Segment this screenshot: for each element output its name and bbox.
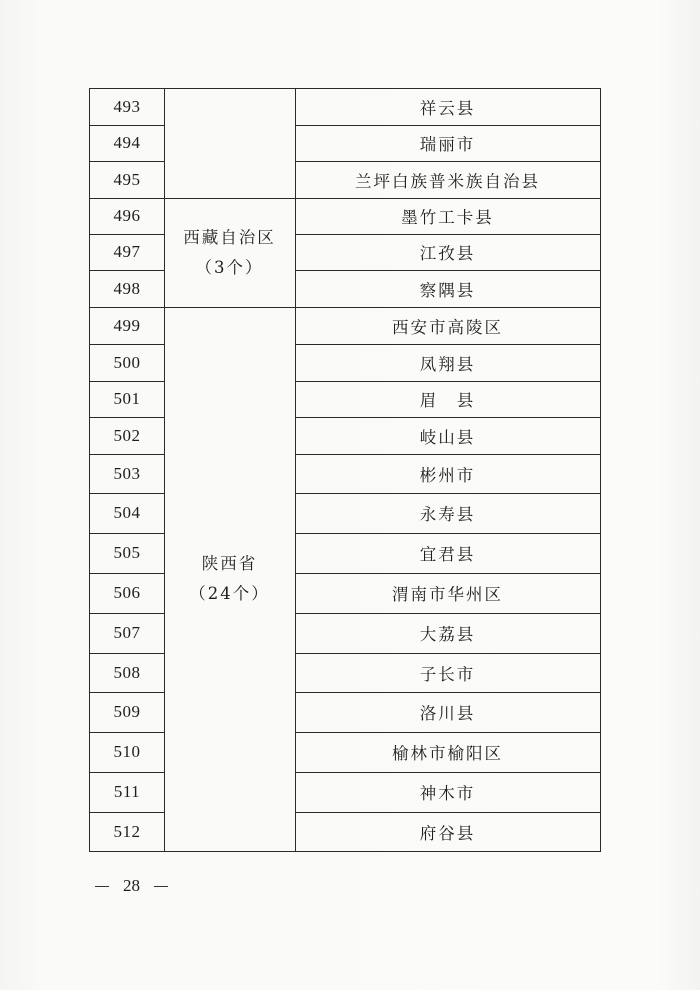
page-number: 28 — [123, 876, 140, 895]
row-divider — [90, 692, 164, 693]
row-divider — [295, 161, 600, 162]
row-divider — [90, 307, 600, 308]
row-number: 493 — [113, 97, 141, 116]
county-table — [89, 88, 601, 852]
row-number: 500 — [113, 352, 141, 372]
row-divider — [295, 812, 600, 813]
province-count: （3个） — [195, 257, 264, 277]
county-name: 榆林市榆阳区 — [392, 744, 503, 763]
row-number: 505 — [113, 543, 141, 562]
row-divider — [295, 270, 600, 271]
county-name: 渭南市华州区 — [392, 585, 503, 604]
row-divider — [90, 533, 164, 534]
footer-dash — [154, 886, 168, 887]
row-divider — [295, 772, 600, 773]
row-divider — [295, 493, 600, 494]
row-divider — [90, 125, 164, 126]
county-name: 子长市 — [419, 664, 476, 684]
row-divider — [295, 573, 600, 574]
row-divider — [90, 454, 164, 455]
row-divider — [90, 234, 164, 235]
row-number: 502 — [113, 425, 141, 445]
county-name: 岐山县 — [419, 427, 476, 447]
row-divider — [295, 613, 600, 614]
row-divider — [90, 573, 164, 574]
county-name: 神木市 — [419, 784, 476, 803]
county-name: 凤翔县 — [419, 354, 476, 374]
row-divider — [90, 198, 600, 199]
row-divider — [295, 234, 600, 235]
row-divider — [90, 732, 164, 733]
row-number: 509 — [113, 702, 141, 721]
row-number: 498 — [113, 278, 141, 298]
province-name: 陕西省 — [201, 554, 258, 573]
county-name: 墨竹工卡县 — [401, 208, 494, 227]
row-number: 507 — [113, 623, 141, 642]
row-number: 497 — [113, 242, 141, 261]
county-name: 眉 县 — [419, 391, 476, 410]
row-divider — [90, 772, 164, 773]
page-footer — [95, 876, 168, 896]
row-divider — [295, 732, 600, 733]
county-name: 祥云县 — [419, 99, 476, 118]
county-name: 察隅县 — [419, 280, 476, 300]
county-name: 大荔县 — [419, 625, 476, 644]
row-divider — [295, 692, 600, 693]
row-number: 511 — [113, 782, 141, 801]
footer-dash — [95, 886, 109, 887]
row-divider — [90, 381, 164, 382]
county-name: 瑞丽市 — [419, 135, 476, 154]
row-divider — [295, 125, 600, 126]
county-name: 西安市高陵区 — [392, 317, 503, 337]
county-name: 永寿县 — [419, 505, 476, 524]
row-divider — [90, 161, 164, 162]
row-divider — [90, 344, 164, 345]
row-number: 495 — [113, 169, 141, 189]
row-divider — [295, 344, 600, 345]
row-number: 508 — [113, 662, 141, 682]
county-name: 兰坪白族普米族自治县 — [355, 171, 540, 191]
province-name: 西藏自治区 — [183, 227, 276, 247]
row-divider — [90, 493, 164, 494]
province-count: （24个） — [189, 584, 270, 603]
row-number: 510 — [113, 742, 141, 761]
row-number: 499 — [113, 315, 141, 335]
row-number: 503 — [113, 463, 141, 483]
province-cell-xizang — [164, 198, 295, 307]
county-name: 府谷县 — [419, 823, 476, 843]
row-number: 504 — [113, 503, 141, 522]
row-divider — [90, 270, 164, 271]
row-divider — [90, 613, 164, 614]
county-name: 江孜县 — [419, 244, 476, 263]
row-divider — [295, 653, 600, 654]
county-name: 彬州市 — [419, 465, 476, 485]
row-divider — [295, 417, 600, 418]
row-divider — [295, 533, 600, 534]
province-cell-shaanxi — [164, 307, 295, 851]
row-number: 496 — [113, 206, 141, 225]
row-number: 494 — [113, 133, 141, 152]
row-number: 512 — [113, 821, 141, 841]
row-number: 501 — [113, 389, 141, 408]
row-divider — [90, 812, 164, 813]
county-name: 宜君县 — [419, 545, 476, 564]
county-name: 洛川县 — [419, 704, 476, 723]
row-divider — [90, 653, 164, 654]
row-divider — [295, 381, 600, 382]
row-divider — [295, 454, 600, 455]
row-divider — [90, 417, 164, 418]
row-number: 506 — [113, 583, 141, 602]
